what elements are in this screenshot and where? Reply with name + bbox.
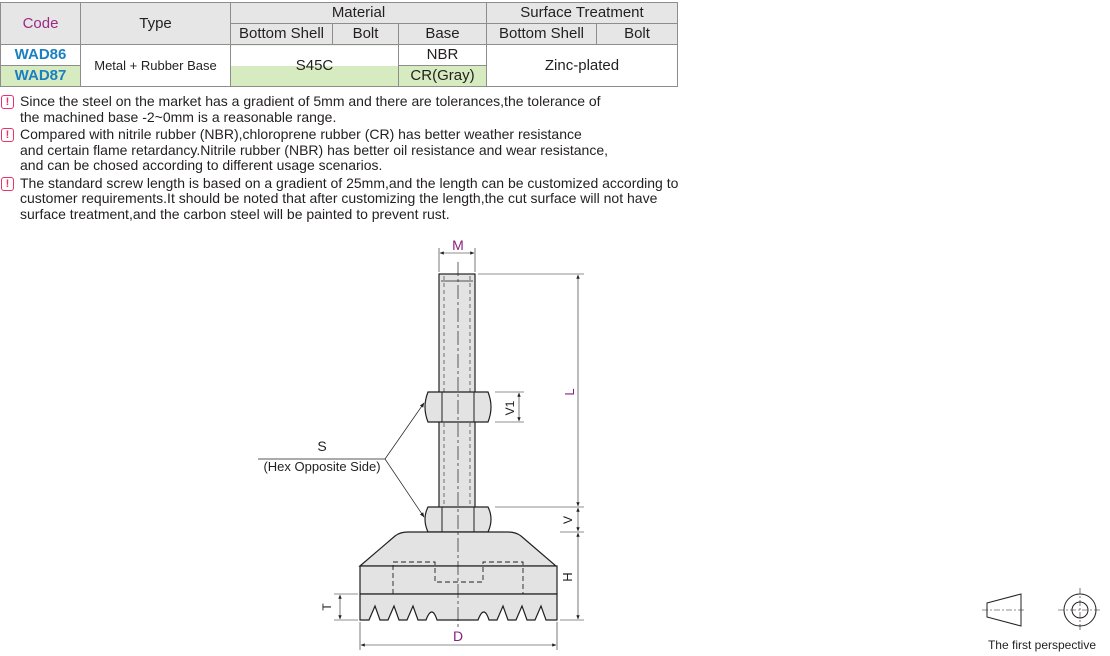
projection-symbol bbox=[982, 588, 1102, 652]
exclamation-icon: ! bbox=[1, 177, 14, 191]
exclamation-icon: ! bbox=[1, 128, 14, 142]
label-d: D bbox=[452, 628, 464, 644]
header-surface-bolt: Bolt bbox=[597, 24, 678, 45]
note-text: The standard screw length is based on a gradient of 25mm,and the length can be customized according to customer requirements.It should be noted that after customizing the length,the cut surface will not have surface treatment,and the carbon steel will be painted to prevent rust. bbox=[20, 174, 679, 222]
dimension-t bbox=[320, 594, 358, 620]
rubber-pad bbox=[360, 594, 557, 620]
label-l: L bbox=[562, 388, 577, 396]
header-surface-bottom-shell: Bottom Shell bbox=[487, 24, 597, 45]
dimension-m bbox=[439, 237, 475, 272]
label-m: M bbox=[452, 237, 464, 253]
header-code: Code bbox=[1, 3, 81, 45]
label-v1: V1 bbox=[503, 400, 517, 416]
dimension-v1 bbox=[495, 392, 524, 422]
code-cell: WAD86 bbox=[1, 45, 81, 66]
base-cell: NBR bbox=[399, 45, 487, 66]
label-s-note: (Hex Opposite Side) bbox=[263, 459, 381, 474]
header-surface-treatment: Surface Treatment bbox=[487, 3, 678, 24]
header-material: Material bbox=[231, 3, 487, 24]
surface-cell: Zinc-plated bbox=[487, 45, 678, 87]
header-bottom-shell: Bottom Shell bbox=[231, 24, 333, 45]
note-text: Compared with nitrile rubber (NBR),chloroprene rubber (CR) has better weather resistance and certain flame retardancy.Nitrile rubber (NBR) has better oil resistance and wear resistance, and can be chosed according to different usage scenarios. bbox=[20, 126, 608, 173]
base-body bbox=[360, 532, 557, 594]
base-cell: CR(Gray) bbox=[399, 66, 487, 87]
header-bolt: Bolt bbox=[333, 24, 399, 45]
dimension-l bbox=[478, 274, 584, 507]
exclamation-icon: ! bbox=[1, 95, 14, 109]
header-base: Base bbox=[399, 24, 487, 45]
label-s: S bbox=[317, 438, 327, 454]
material-cell: S45C bbox=[231, 45, 399, 87]
projection-label: The first perspective bbox=[987, 638, 1097, 652]
header-type: Type bbox=[81, 3, 231, 45]
label-v: V bbox=[561, 515, 575, 525]
label-h: H bbox=[560, 572, 575, 582]
dimension-h bbox=[560, 533, 584, 620]
dimension-s bbox=[258, 403, 424, 517]
note-text: Since the steel on the market has a gradient of 5mm and there are tolerances,the tolerance of the machined base -2~0mm is a reasonable range. bbox=[20, 93, 601, 125]
label-t: T bbox=[320, 603, 334, 611]
dimension-v bbox=[560, 508, 584, 532]
dimension-d bbox=[360, 622, 557, 650]
code-cell: WAD87 bbox=[1, 66, 81, 87]
type-cell: Metal + Rubber Base bbox=[81, 45, 231, 87]
